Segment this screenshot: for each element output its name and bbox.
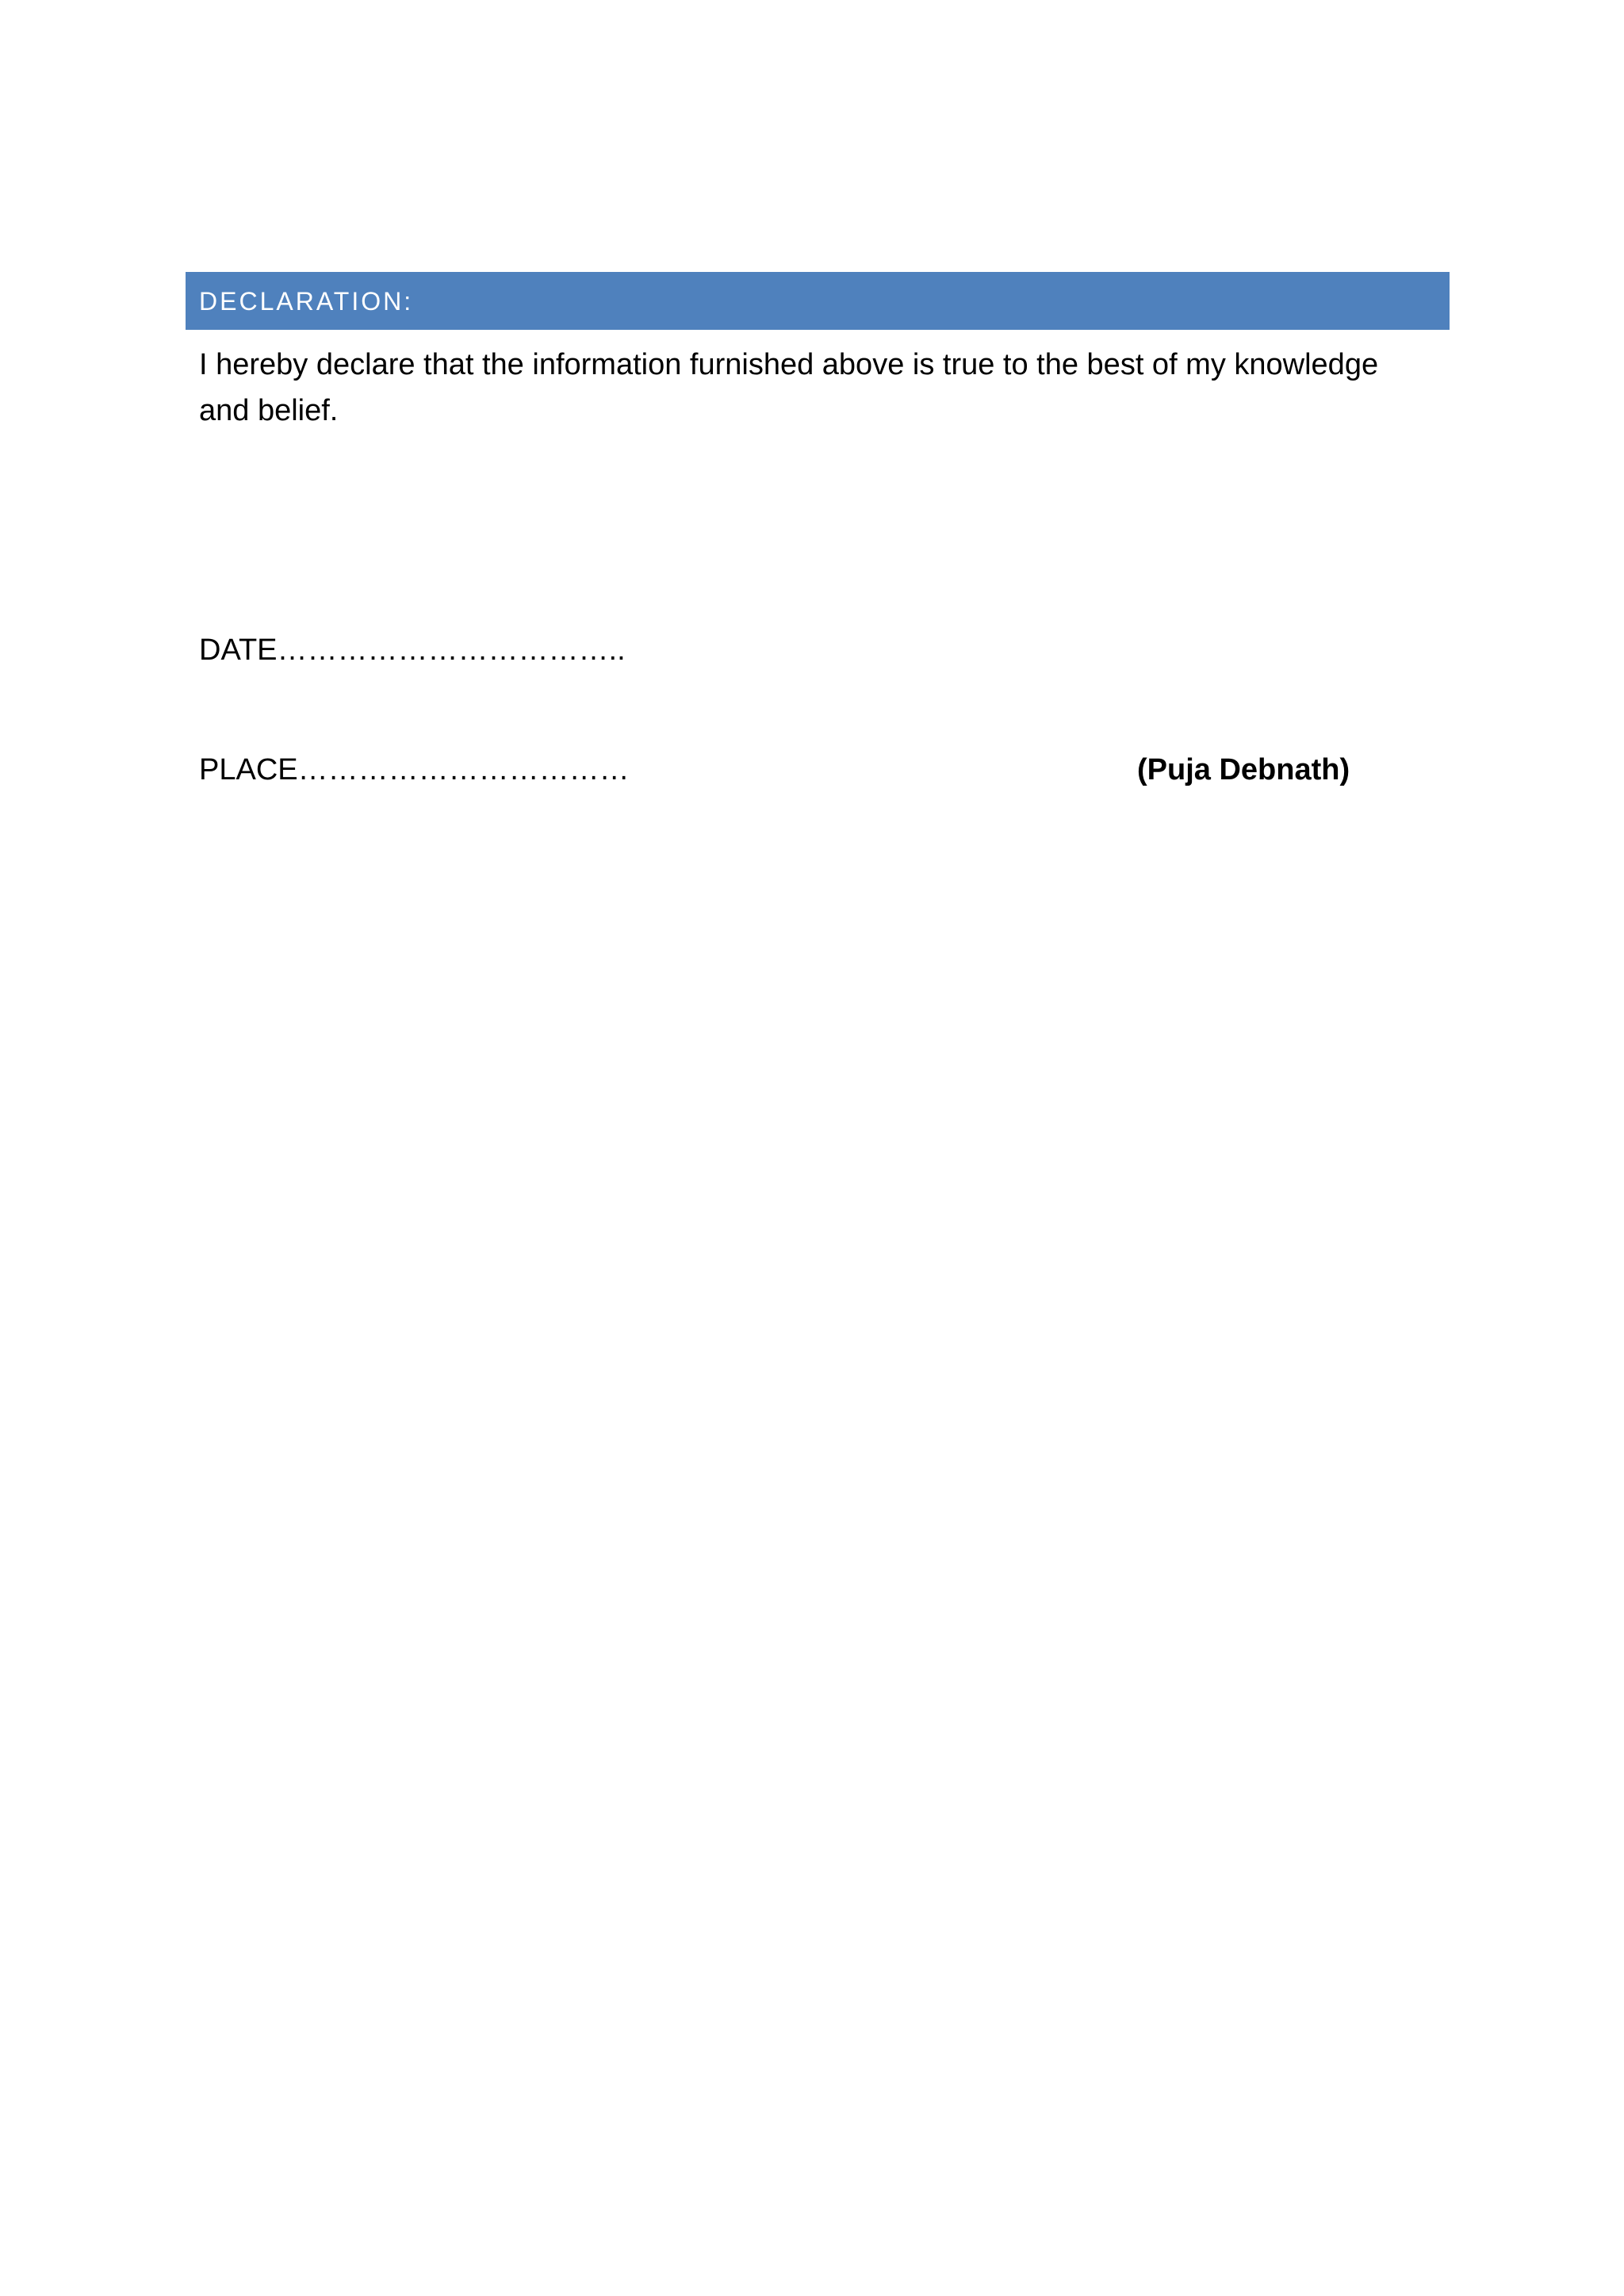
declaration-header — [186, 272, 1450, 330]
signature-name: (Puja Debnath) — [1137, 753, 1350, 786]
declaration-header-title: DECLARATION: — [199, 286, 414, 316]
place-field: PLACE…………………………… — [199, 753, 630, 786]
date-field: DATE…………………………….. — [199, 633, 626, 667]
declaration-text: I hereby declare that the information furnished above is true to the best of my knowledge and belief. — [199, 348, 1379, 427]
